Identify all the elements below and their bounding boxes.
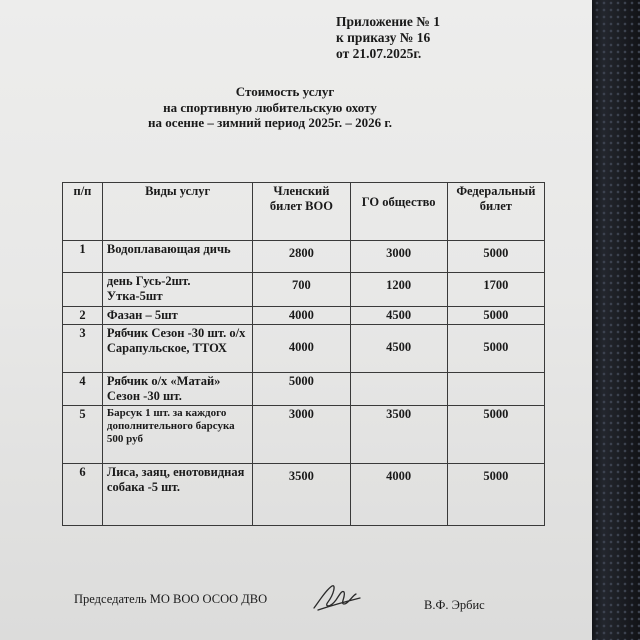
table-row [63, 325, 545, 373]
annex-line-1: Приложение № 1 [336, 14, 440, 29]
table-row [63, 273, 545, 307]
header-federal-ticket: Федеральный билет [447, 183, 544, 241]
signature-icon [310, 580, 362, 616]
row-member-price: 2800 [253, 241, 350, 273]
row-go-price: 3000 [350, 241, 447, 273]
table-header-row [63, 183, 545, 241]
row-service: Рябчик о/х «Матай» Сезон -30 шт. [102, 373, 252, 406]
row-service: день Гусь-2шт. Утка-5шт [102, 273, 252, 307]
table-row [63, 406, 545, 464]
header-number: п/п [63, 183, 103, 241]
row-service: Фазан – 5шт [102, 307, 252, 325]
annex-line-3: от 21.07.2025г. [336, 46, 422, 61]
row-federal-price: 5000 [447, 464, 544, 526]
row-federal-price: 5000 [447, 241, 544, 273]
row-member-price: 5000 [253, 373, 350, 406]
signer-name: В.Ф. Эрбис [424, 598, 485, 612]
row-number [63, 273, 103, 307]
row-federal-price: 5000 [447, 325, 544, 373]
row-go-price: 3500 [350, 406, 447, 464]
title-line-2: на спортивную любительскую охоту [163, 99, 377, 115]
row-number: 3 [63, 325, 103, 373]
row-federal-price: 1700 [447, 273, 544, 307]
row-federal-price: 5000 [447, 307, 544, 325]
row-number: 4 [63, 373, 103, 406]
row-number: 5 [63, 406, 103, 464]
annex-header [336, 14, 440, 62]
row-go-price: 4000 [350, 464, 447, 526]
row-number: 2 [63, 307, 103, 325]
table-row [63, 241, 545, 273]
row-go-price: 4500 [350, 325, 447, 373]
table-row [63, 464, 545, 526]
header-go-society: ГО общество [350, 183, 447, 241]
table-row [63, 307, 545, 325]
row-service: Барсук 1 шт. за каждого дополнительного барсука 500 руб [102, 406, 252, 464]
header-service: Виды услуг [102, 183, 252, 241]
document-title [120, 84, 420, 131]
row-federal-price: 5000 [447, 406, 544, 464]
row-number: 1 [63, 241, 103, 273]
row-federal-price [447, 373, 544, 406]
services-price-table [62, 182, 545, 526]
row-service: Рябчик Сезон -30 шт. о/х Сарапульское, ТТОХ [102, 325, 252, 373]
header-member-ticket: Членский билет ВОО [253, 183, 350, 241]
row-service: Лиса, заяц, енотовидная собака -5 шт. [102, 464, 252, 526]
chairman-label: Председатель МО ВОО ОСОО ДВО [74, 592, 268, 606]
row-service: Водоплавающая дичь [102, 241, 252, 273]
row-number: 6 [63, 464, 103, 526]
table-row [63, 373, 545, 406]
row-go-price: 4500 [350, 307, 447, 325]
row-member-price: 4000 [253, 307, 350, 325]
row-go-price [350, 373, 447, 406]
row-member-price: 4000 [253, 325, 350, 373]
annex-line-2: к приказу № 16 [336, 30, 431, 45]
row-go-price: 1200 [350, 273, 447, 307]
row-member-price: 700 [253, 273, 350, 307]
row-member-price: 3500 [253, 464, 350, 526]
row-member-price: 3000 [253, 406, 350, 464]
title-line-3: на осенне – зимний период 2025г. – 2026 г. [147, 115, 393, 130]
title-line-1: Стоимость услуг [235, 84, 335, 99]
